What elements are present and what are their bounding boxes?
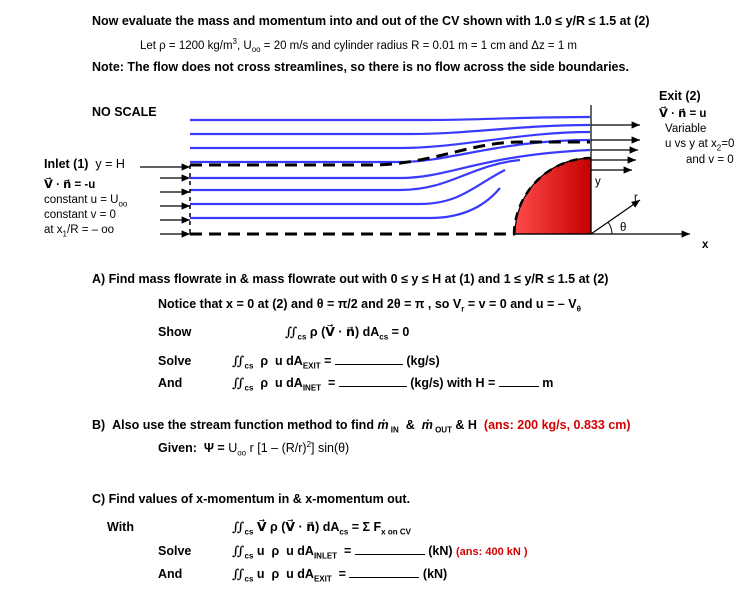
x-axis-label: x	[702, 239, 709, 251]
part-b-given: Given: $\Psi = U_{oo}$ r $[1 - (R/r)^2]$ sin(θ)	[158, 440, 350, 458]
part-a-solve-equation: $∬_{cs}$ ρ u $dA_{EXIT} = (kg/s)$	[232, 353, 440, 371]
part-b-title: B) Also use the stream function method to find ṁ $_{IN}$ & ṁ $_{OUT}$ & H (ans: 200 kg/s, 0.833 cm)	[92, 418, 631, 435]
exit-title: Exit (2)	[659, 89, 701, 103]
exit-line-2: Variable	[665, 123, 707, 135]
part-c-with-label: With	[107, 520, 134, 534]
radius-arrow	[591, 200, 640, 234]
answer-blank-momentum-out[interactable]	[349, 566, 419, 578]
part-c-with-equation: $∬_{cs}$ V⃗ ρ (V⃗ · n⃗) $dA_{cs} = \Sigma$ $F_{x on CV}$	[232, 519, 411, 537]
theta-arc	[608, 222, 612, 234]
part-b-answer: (ans: 200 kg/s, 0.833 cm)	[483, 418, 631, 432]
header-line-2: Let ρ = 1200 $kg/m^3$, $U_{oo} = 20$ m/s and cylinder radius R = 0.01 m = 1 cm and Δz = 1 m	[140, 37, 578, 55]
part-a-show-label: Show	[158, 325, 192, 339]
part-a-show-equation: $∬_{cs}$ ρ (V⃗ · n⃗) $dA_{cs} = 0$	[285, 324, 410, 342]
cylinder	[515, 158, 591, 234]
inlet-arrows	[140, 167, 190, 234]
inlet-line-2: constant $u = U_{oo}$	[44, 194, 128, 209]
inlet-title: Inlet (1) y = H	[44, 157, 125, 171]
inlet-line-1: V⃗ · n⃗ = -u	[44, 179, 96, 191]
answer-blank-exit[interactable]	[335, 353, 403, 365]
header-line-1: Now evaluate the mass and momentum into and out of the CV shown with 1.0 ≤ y/R ≤ 1.5 at (2)	[92, 14, 650, 28]
part-a-and-equation: $∬_{cs}$ ρ u $dA_{INET} = (kg/s)$ with H = m	[232, 375, 554, 393]
part-a-notice: Notice that x = 0 at (2) and θ = π/2 and 2θ = π , so $V_r = v = 0$ and u = – $V_\theta$	[158, 297, 581, 314]
part-a-and-label: And	[158, 376, 183, 390]
exit-line-3: u vs y at $x_2=0$	[665, 138, 735, 153]
exit-line-4: and v = 0	[686, 154, 734, 166]
answer-blank-h[interactable]	[499, 375, 539, 387]
part-c-answer: (ans: 400 kN )	[456, 546, 528, 558]
exit-line-1: V⃗ · n⃗ = u	[659, 108, 707, 120]
streamline-1	[190, 117, 590, 120]
theta-label: θ	[620, 222, 627, 234]
y-axis-label: y	[595, 176, 601, 188]
answer-blank-inlet[interactable]	[339, 375, 407, 387]
exit-arrows	[591, 125, 640, 170]
no-scale-label: NO SCALE	[92, 105, 157, 119]
streamline-8	[190, 170, 505, 204]
part-c-solve-equation: $∬_{cs}$ u ρ u $dA_{INLET} = (kN)$ (ans: 400 kN )	[232, 543, 528, 561]
part-c-and-equation: $∬_{cs}$ u ρ u $dA_{EXIT} = (kN)$	[232, 566, 448, 584]
part-a-solve-label: Solve	[158, 354, 192, 368]
part-c-and-label: And	[158, 567, 183, 581]
inlet-line-3: constant v = 0	[44, 209, 116, 221]
part-a-title: A) Find mass flowrate in & mass flowrate out with 0 ≤ y ≤ H at (1) and 1 ≤ y/R ≤ 1.5 at (2)	[92, 272, 609, 286]
header-line-3: Note: The flow does not cross streamlines, so there is no flow across the side boundaries.	[92, 60, 629, 74]
answer-blank-momentum-in[interactable]	[355, 543, 425, 555]
streamline-2	[190, 125, 590, 134]
flow-diagram	[0, 0, 756, 260]
r-label: r	[634, 192, 638, 204]
inlet-line-4: at $x_1/R$ = – oo	[44, 224, 114, 239]
part-c-solve-label: Solve	[158, 544, 192, 558]
part-c-title: C) Find values of x-momentum in & x-momentum out.	[92, 492, 411, 506]
